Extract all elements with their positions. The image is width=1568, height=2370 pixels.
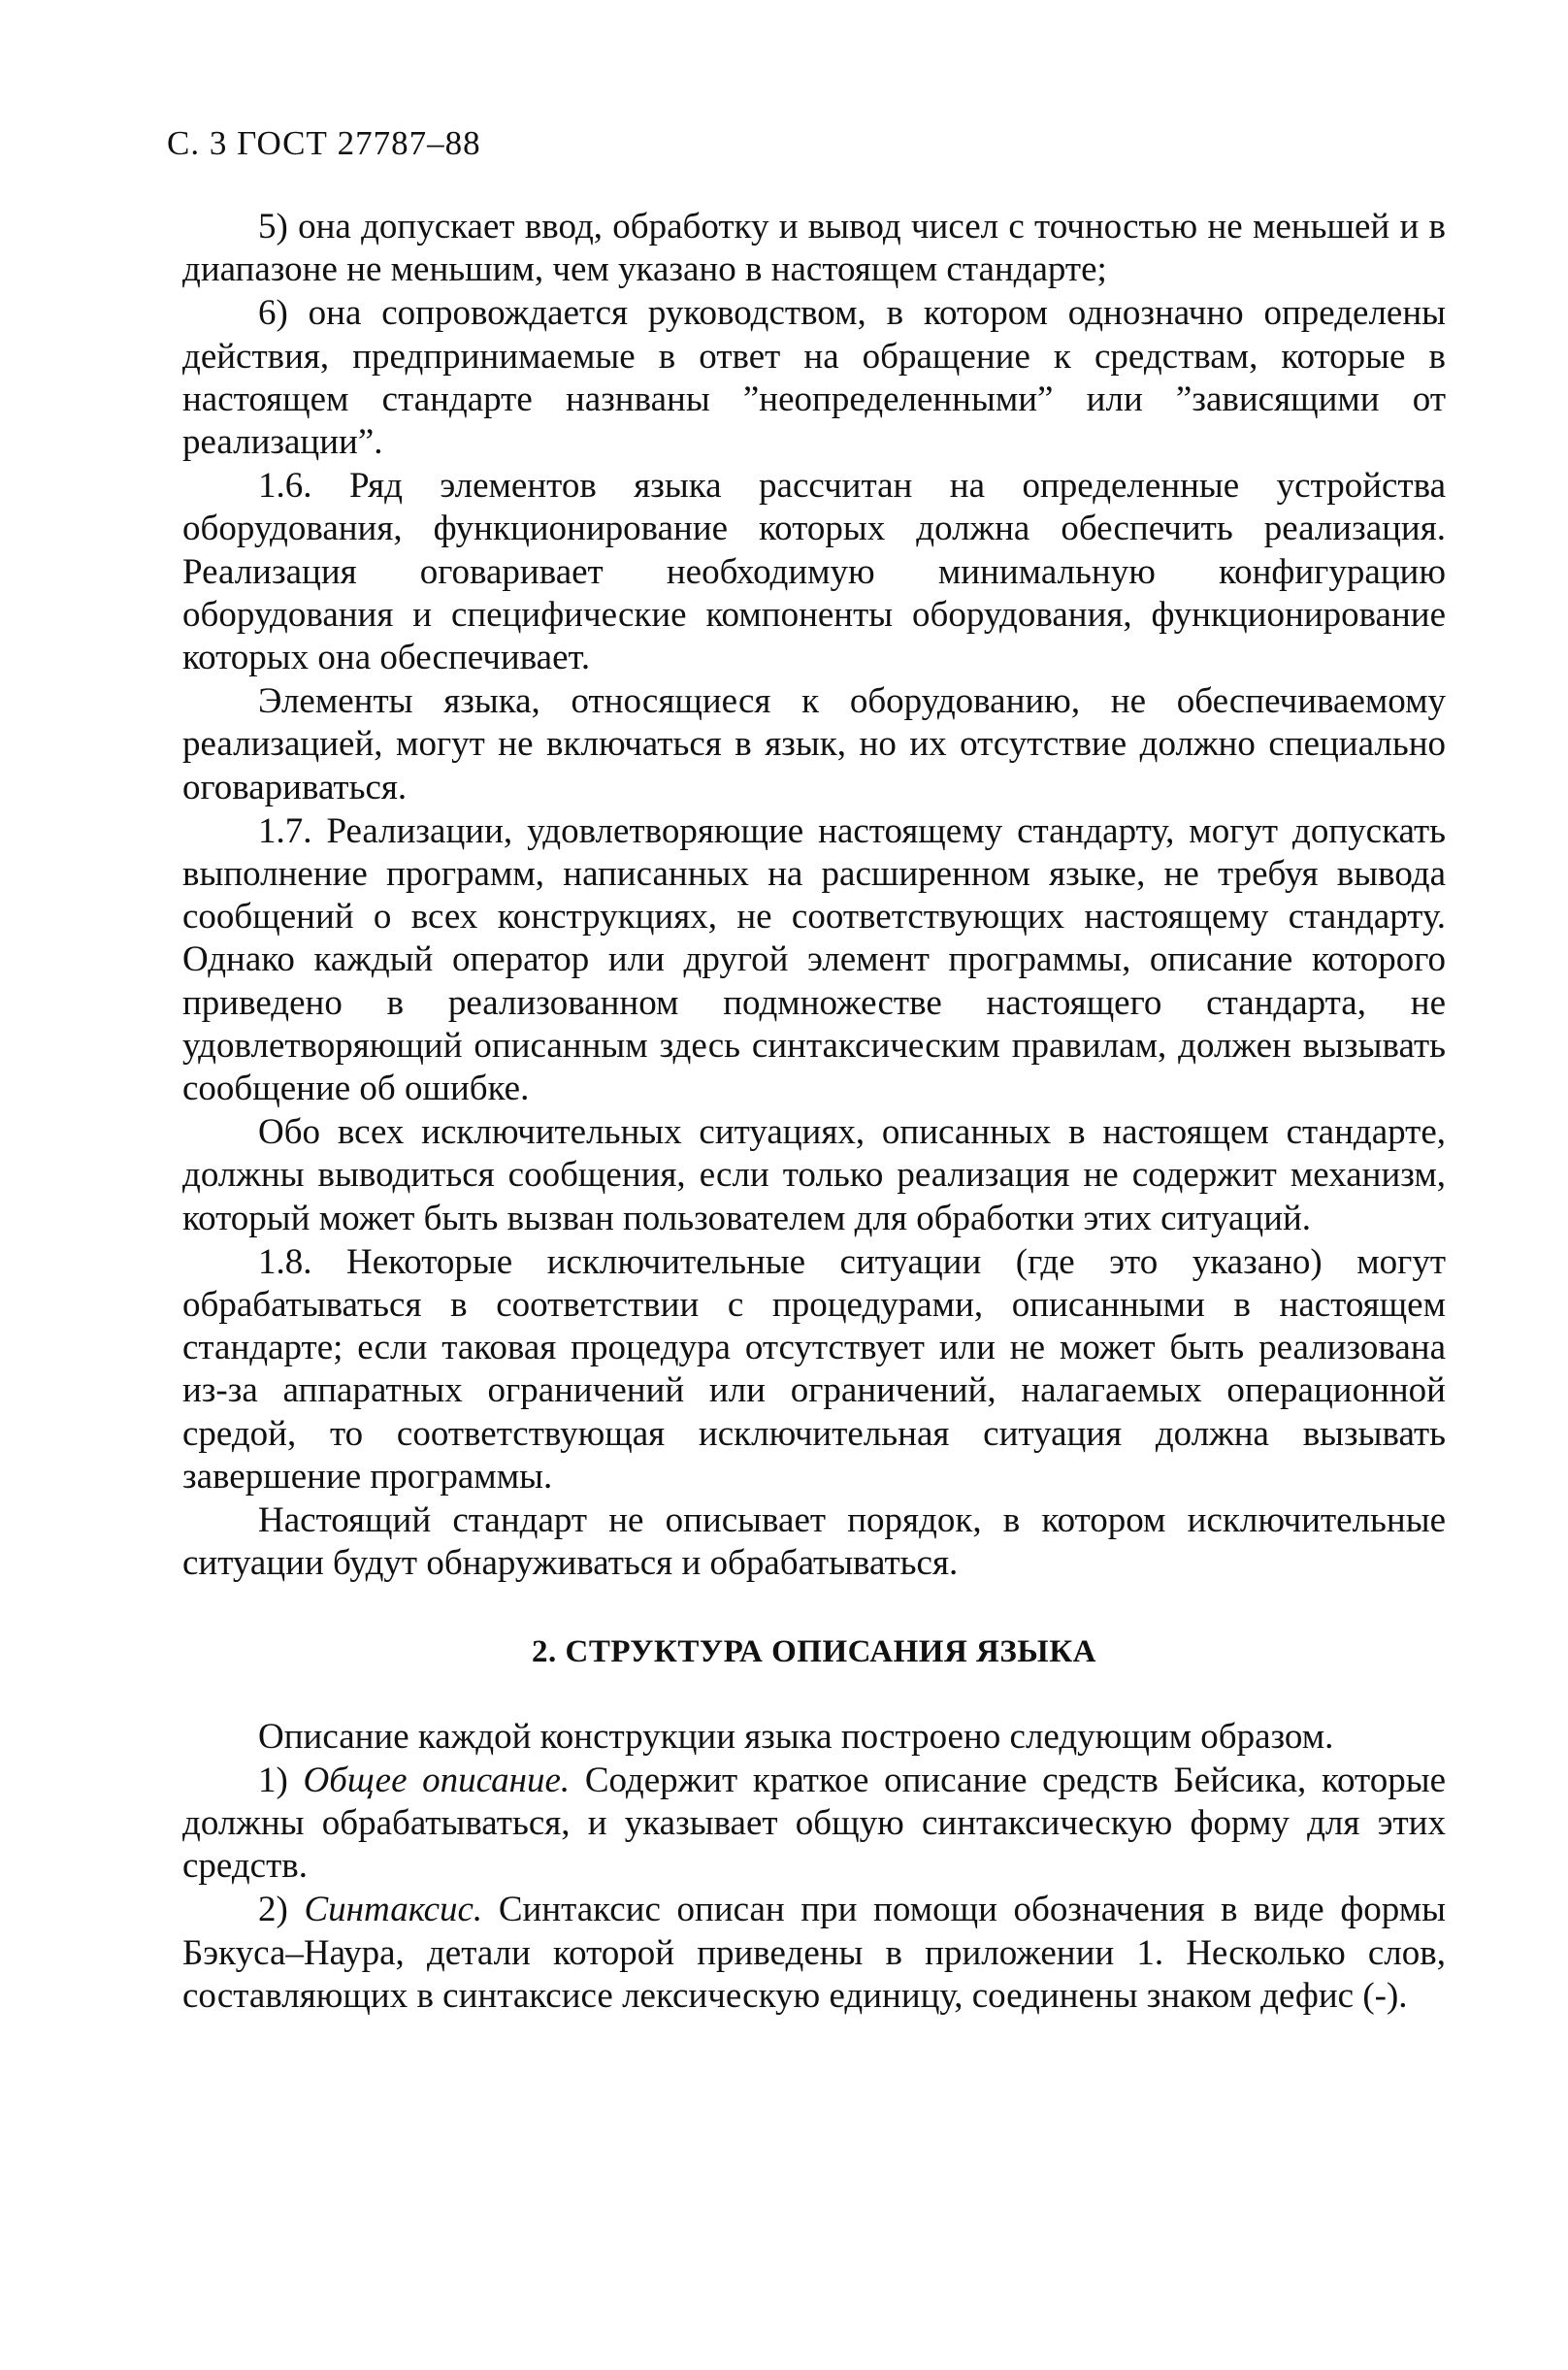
paragraph-item-5: 5) она допускает ввод, обработку и вывод чисел с точностью не меньшей и в диапазоне не меньшим, чем указано в настоящем стандарте; (182, 207, 1446, 290)
item-2-number: 2) (258, 1890, 288, 1930)
item-1-number: 1) (258, 1760, 288, 1800)
section-2-title: 2. СТРУКТУРА ОПИСАНИЯ ЯЗЫКА (532, 1633, 1096, 1669)
section-2-item-2 (182, 1889, 1446, 2018)
running-head: С. 3 ГОСТ 27787–88 (167, 124, 481, 162)
paragraph-item-6: 6) она сопровождается руководством, в котором однозначно определены действия, предпринимаемые в ответ на обращение к средствам, которые в настоящем стандарте назнваны ”неопределенными” или ”зависящими от реализации”. (182, 293, 1446, 463)
paragraph-1-8-continued: Настоящий стандарт не описывает порядок, в котором исключительные ситуации будут обнаруживаться и обрабатываться. (182, 1500, 1446, 1584)
paragraph-1-7: 1.7. Реализации, удовлетворяющие настоящему стандарту, могут допускать выполнение программ, написанных на расширенном языке, не требуя вывода сообщений о всех конструкциях, не соответствующих настоящему стандарту. Однако каждый оператор или другой элемент программы, описание которого приведено в реализованном подмножестве настоящего стандарта, не удовлетворяющий описанным здесь синтаксическим правилам, должен вызывать сообщение об ошибке. (182, 810, 1446, 1109)
paragraph-1-6-continued: Элементы языка, относящиеся к оборудованию, не обеспечиваемому реализацией, могут не включаться в язык, но их отсутствие должно специально оговариваться. (182, 681, 1446, 807)
item-1-text: Содержит краткое описание средств Бейсика, которые должны обрабатываться, и указывает общую синтаксическую форму для этих средств. (182, 1760, 1447, 1887)
paragraph-1-6: 1.6. Ряд элементов языка рассчитан на определенные устройства оборудования, функционирование которых должна обеспечить реализация. Реализация оговаривает необходимую минимальную конфигурацию оборудования и специфические компоненты оборудования, функционирование которых она обеспечивает. (182, 466, 1446, 678)
paragraph-1-7-continued: Обо всех исключительных ситуациях, описанных в настоящем стандарте, должны выводиться сообщения, если только реализация не содержит механизм, который может быть вызван пользователем для обработки этих ситуаций. (182, 1112, 1446, 1238)
paragraph-1-8: 1.8. Некоторые исключительные ситуации (где это указано) могут обрабатываться в соответствии с процедурами, описанными в настоящем стандарте; если таковая процедура отсутствует или не может быть реализована из-за аппаратных ограничений или ограничений, налагаемых операционной средой, то соответствующая исключительная ситуация должна вызывать завершение программы. (182, 1241, 1446, 1497)
body-text (182, 206, 1446, 2019)
item-2-lead: Синтаксис. (304, 1890, 483, 1930)
item-1-lead: Общее описание. (303, 1760, 571, 1800)
item-2-text: Синтаксис описан при помощи обозначения в виде формы Бэкуса–Наура, детали которой приведены в приложении 1. Несколько слов, составляющих в синтаксисе лексическую единицу, соединены знаком дефис (-). (182, 1890, 1447, 2016)
section-2-intro: Описание каждой конструкции языка построено следующим образом. (258, 1716, 1334, 1757)
section-2-item-1 (182, 1760, 1446, 1889)
